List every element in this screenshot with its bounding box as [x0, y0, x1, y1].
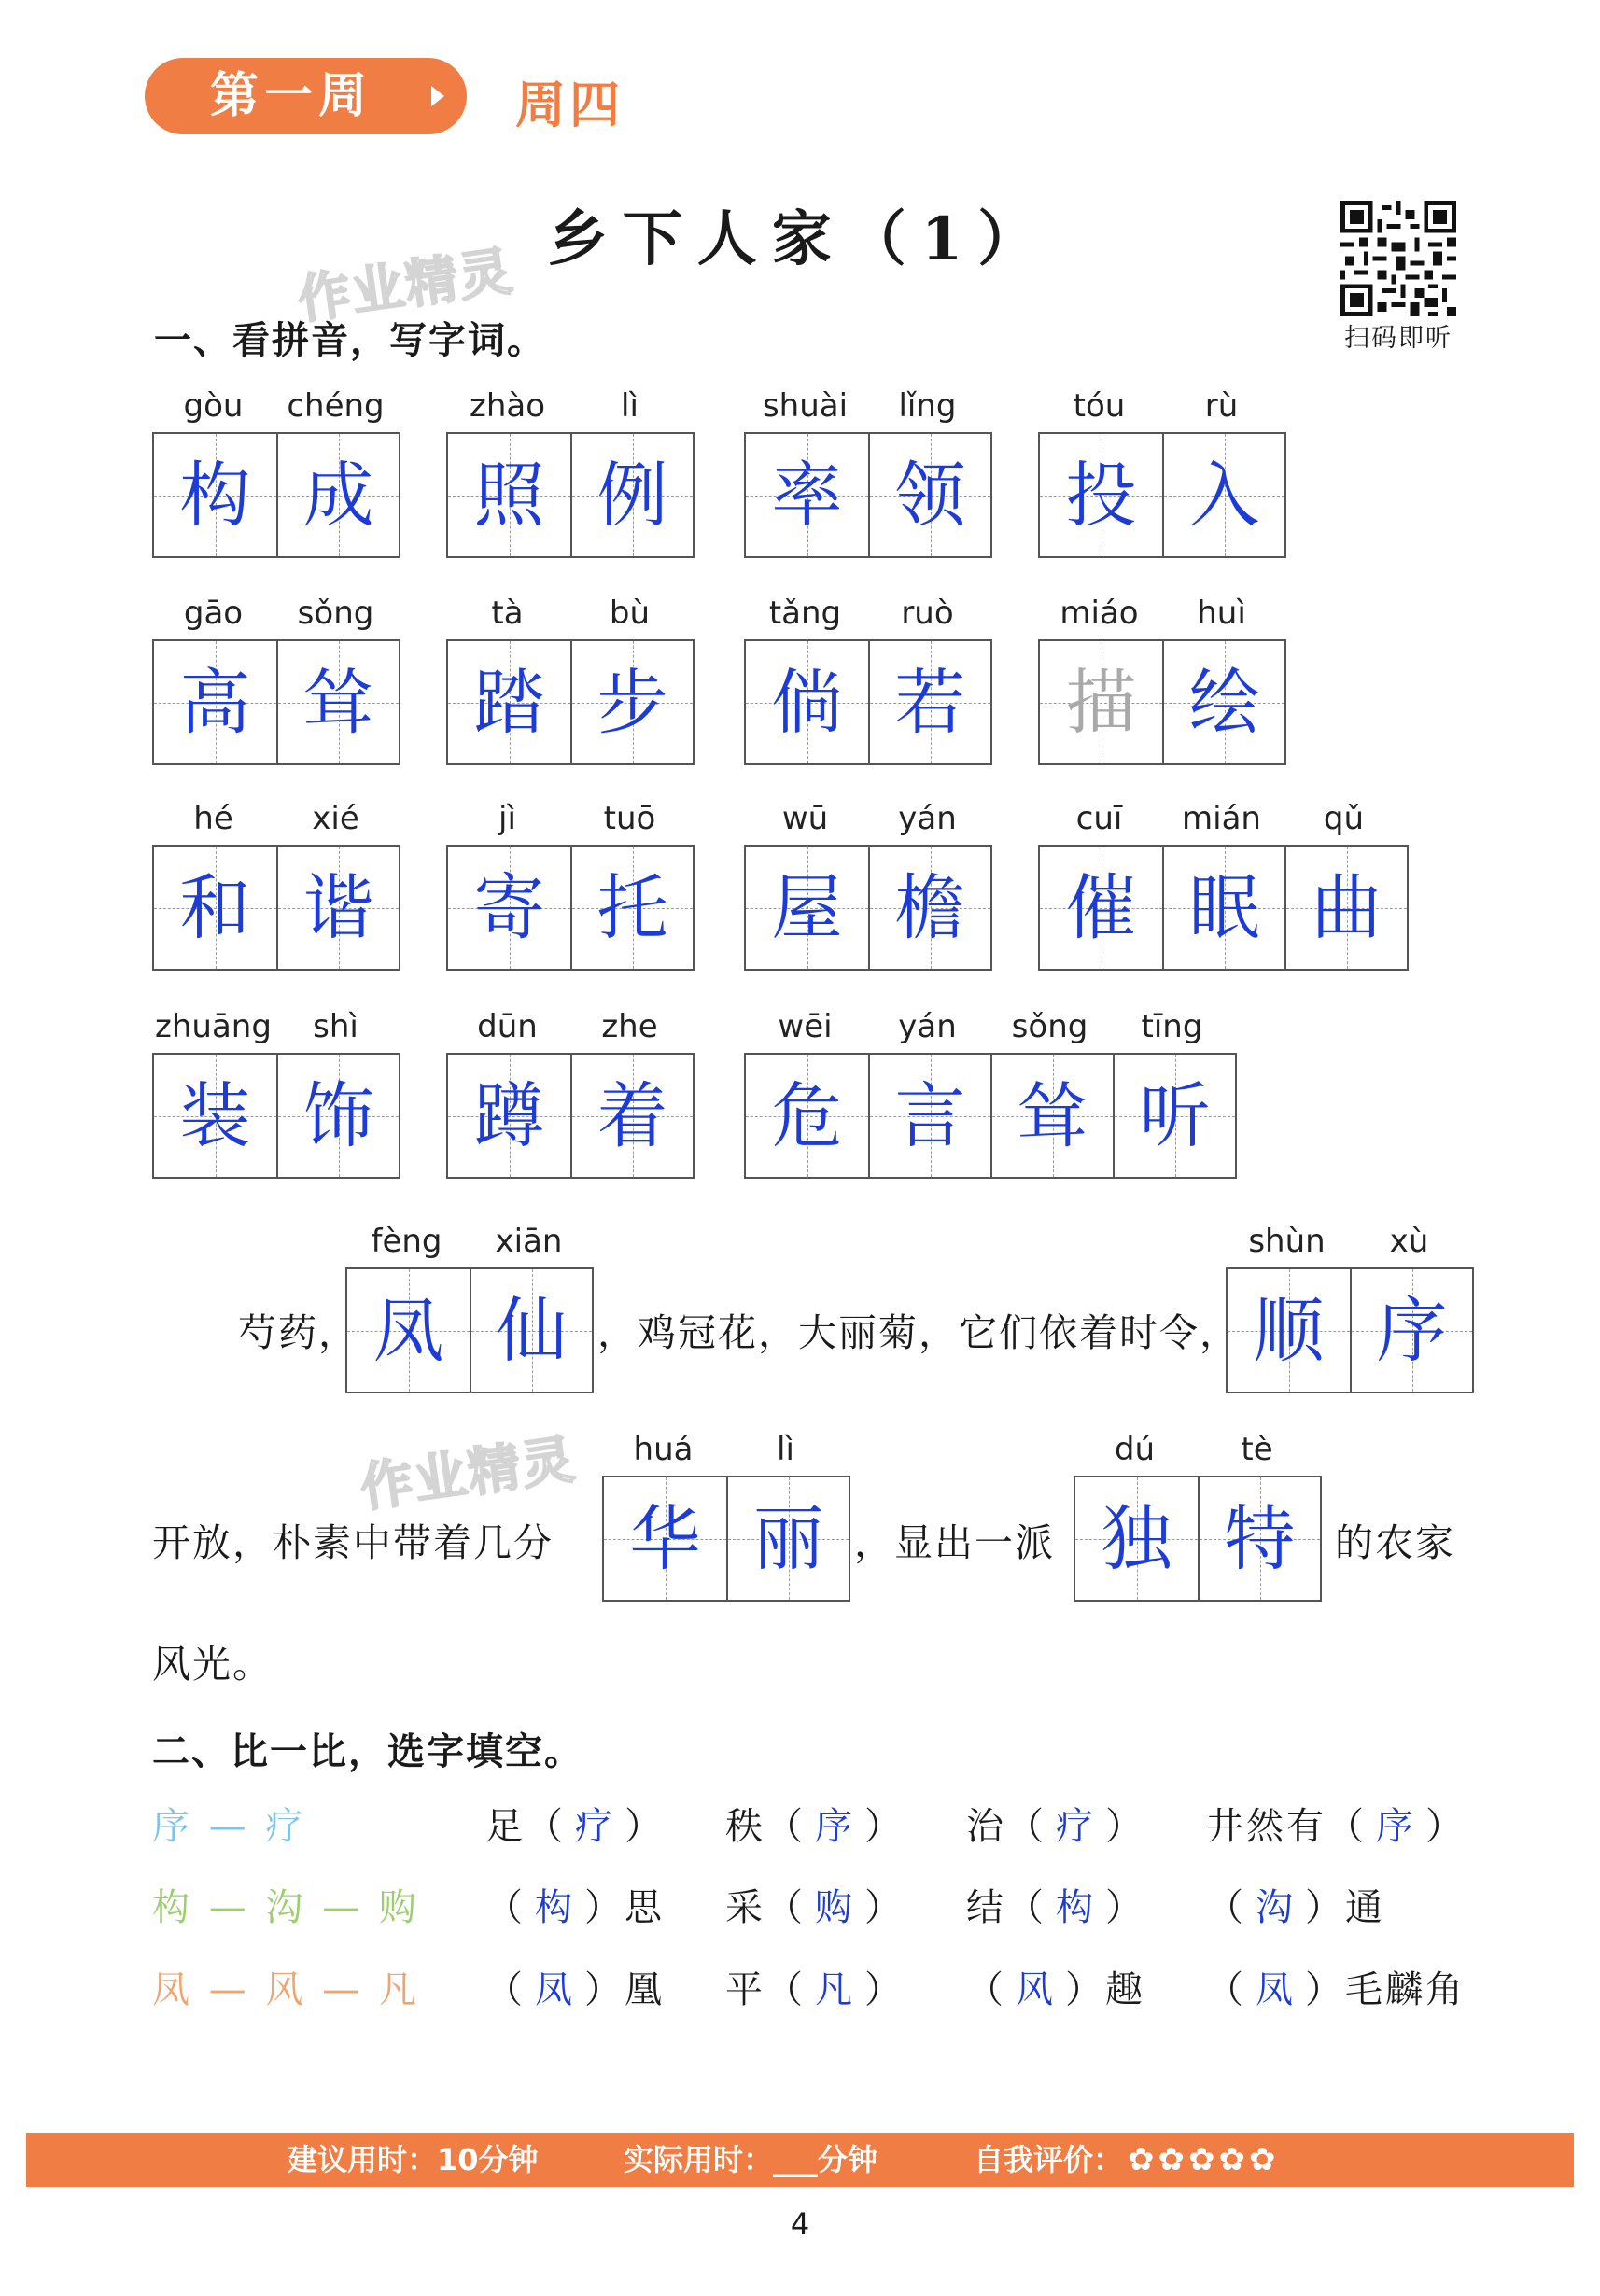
char-cell[interactable]: 听: [1113, 1055, 1235, 1177]
char-cell[interactable]: 檐: [868, 847, 990, 969]
word-group: [744, 595, 992, 765]
page-title: 乡下人家（1）: [547, 204, 1053, 274]
blank-suffix: ）: [1105, 1886, 1145, 1929]
pinyin: wēi: [778, 1008, 833, 1045]
char-cell[interactable]: 耸: [990, 1055, 1113, 1177]
char-cell[interactable]: 着: [570, 1055, 693, 1177]
passage-text: 风光。: [152, 1642, 273, 1687]
actual-time: 实际用时：___分钟: [624, 2142, 878, 2177]
blank-answer[interactable]: 疗: [1056, 1805, 1096, 1848]
pinyin: shuài: [762, 387, 849, 425]
blank-answer[interactable]: 序: [815, 1805, 855, 1848]
word-group: [602, 1431, 850, 1602]
word-group: [446, 387, 695, 558]
star-icon[interactable]: ✿: [1218, 2141, 1245, 2178]
word-group: [152, 800, 400, 971]
pinyin: xù: [1389, 1223, 1429, 1260]
star-icon[interactable]: ✿: [1249, 2141, 1276, 2178]
pinyin: shì: [313, 1008, 358, 1045]
section-title: 二、比一比，选字填空。: [152, 1730, 583, 1773]
passage-text: ，显出一派: [854, 1520, 1055, 1565]
rating-stars[interactable]: [1128, 2133, 1280, 2187]
word-group: [1226, 1223, 1474, 1393]
pinyin: wū: [781, 800, 829, 837]
star-icon[interactable]: ✿: [1158, 2141, 1185, 2178]
blank-prefix: （: [485, 1968, 526, 2011]
pinyin: lì: [621, 387, 639, 425]
word-group: [744, 1008, 1237, 1179]
compare-key: 序 — 疗: [152, 1805, 307, 1848]
char-cell[interactable]: 仙: [470, 1269, 592, 1392]
char-cell[interactable]: 蹲: [448, 1055, 570, 1177]
char-cell[interactable]: 言: [868, 1055, 990, 1177]
pinyin: sǒng: [1011, 1008, 1088, 1045]
star-icon[interactable]: ✿: [1188, 2141, 1215, 2178]
pinyin: tuō: [603, 800, 656, 837]
word-group: [345, 1223, 594, 1393]
pinyin: qǔ: [1323, 800, 1365, 837]
blank-prefix: 井然有（: [1206, 1805, 1367, 1848]
blank-prefix: 采（: [725, 1886, 806, 1929]
pinyin: tè: [1241, 1431, 1273, 1468]
day-label: 周四: [515, 76, 624, 134]
word-group: [744, 387, 992, 558]
char-cell[interactable]: 例: [570, 434, 693, 556]
fill-blank-item: [725, 1797, 905, 1850]
blank-suffix: ）思: [584, 1886, 665, 1929]
pinyin: shùn: [1248, 1223, 1326, 1260]
word-group: [152, 387, 400, 558]
char-cell[interactable]: 独: [1075, 1477, 1198, 1600]
page-number: 4: [790, 2206, 810, 2242]
char-cell[interactable]: 曲: [1284, 847, 1407, 969]
pinyin: dūn: [477, 1008, 538, 1045]
pinyin: bù: [609, 595, 651, 632]
fill-blank-item: [485, 1960, 665, 2013]
fill-blank-item: [966, 1797, 1145, 1850]
pinyin: huì: [1197, 595, 1246, 632]
char-cell[interactable]: 序: [1350, 1269, 1472, 1392]
char-cell[interactable]: 和: [154, 847, 276, 969]
blank-suffix: ）: [864, 1805, 905, 1848]
blank-answer[interactable]: 购: [815, 1886, 855, 1929]
fill-blank-item: [1206, 1878, 1385, 1931]
pinyin: zhe: [601, 1008, 658, 1045]
pinyin: cuī: [1075, 800, 1123, 837]
blank-answer[interactable]: 沟: [1256, 1886, 1296, 1929]
word-group: [1038, 387, 1286, 558]
char-cell[interactable]: 催: [1040, 847, 1162, 969]
char-cell[interactable]: 率: [746, 434, 868, 556]
fill-blank-item: [1206, 1960, 1466, 2013]
pinyin: yán: [898, 800, 957, 837]
blank-prefix: （: [1206, 1886, 1246, 1929]
triangle-right-icon: [431, 86, 444, 106]
pinyin: sǒng: [297, 595, 374, 632]
word-group: [446, 595, 695, 765]
char-cell[interactable]: 绘: [1162, 641, 1284, 763]
fill-blank-item: [485, 1878, 665, 1931]
char-cell[interactable]: 饰: [276, 1055, 399, 1177]
pinyin: dú: [1114, 1431, 1156, 1468]
pinyin: tīng: [1141, 1008, 1203, 1045]
char-cell[interactable]: 耸: [276, 641, 399, 763]
fill-blank-item: [485, 1797, 665, 1850]
char-cell[interactable]: 装: [154, 1055, 276, 1177]
blank-prefix: 秩（: [725, 1805, 806, 1848]
char-cell[interactable]: 构: [154, 434, 276, 556]
blank-answer[interactable]: 凤: [1256, 1968, 1296, 2011]
blank-prefix: 平（: [725, 1968, 806, 2011]
char-cell[interactable]: 凤: [347, 1269, 470, 1392]
passage-text: 芍药，: [238, 1310, 358, 1355]
pinyin: chéng: [287, 387, 385, 425]
word-group: [446, 800, 695, 971]
blank-answer[interactable]: 凤: [535, 1968, 575, 2011]
char-cell[interactable]: 高: [154, 641, 276, 763]
char-cell[interactable]: 丽: [726, 1477, 849, 1600]
char-cell[interactable]: 寄: [448, 847, 570, 969]
char-cell[interactable]: 屋: [746, 847, 868, 969]
blank-answer[interactable]: 构: [1056, 1886, 1096, 1929]
section-title: 一、看拼音，写字词。: [154, 319, 546, 362]
char-cell[interactable]: 谐: [276, 847, 399, 969]
word-group: [1038, 800, 1409, 971]
pinyin: fèng: [371, 1223, 442, 1260]
pinyin: gòu: [183, 387, 244, 425]
pinyin: jì: [498, 800, 516, 837]
char-cell[interactable]: 若: [868, 641, 990, 763]
suggested-time: 建议用时：10分钟: [288, 2142, 539, 2177]
char-cell[interactable]: 眠: [1162, 847, 1284, 969]
blank-suffix: ）: [1105, 1805, 1145, 1848]
char-cell[interactable]: 顺: [1228, 1269, 1350, 1392]
pinyin: hé: [193, 800, 233, 837]
pinyin: lǐng: [898, 387, 957, 425]
word-group: [744, 800, 992, 971]
blank-prefix: 足（: [485, 1805, 566, 1848]
char-cell[interactable]: 成: [276, 434, 399, 556]
pinyin: miáo: [1060, 595, 1139, 632]
blank-suffix: ）凰: [584, 1968, 665, 2011]
passage-text: ，鸡冠花，大丽菊，它们依着时令，: [597, 1310, 1240, 1355]
week-badge: 第一周: [145, 58, 467, 134]
compare-key: 凤 — 风 — 凡: [152, 1968, 420, 2011]
char-cell[interactable]: 照: [448, 434, 570, 556]
pinyin: lì: [777, 1431, 794, 1468]
blank-prefix: （: [1206, 1968, 1246, 2011]
char-cell[interactable]: 危: [746, 1055, 868, 1177]
char-cell[interactable]: 领: [868, 434, 990, 556]
word-group: [446, 1008, 695, 1179]
pinyin: xié: [312, 800, 359, 837]
footer-bar: [26, 2133, 1574, 2187]
blank-answer[interactable]: 序: [1376, 1805, 1416, 1848]
char-cell[interactable]: 投: [1040, 434, 1162, 556]
blank-answer[interactable]: 风: [1016, 1968, 1056, 2011]
blank-answer[interactable]: 构: [535, 1886, 575, 1929]
qr-code-icon[interactable]: [1340, 201, 1456, 316]
blank-answer[interactable]: 疗: [575, 1805, 615, 1848]
self-eval-label: 自我评价：: [974, 2142, 1124, 2177]
char-cell[interactable]: 步: [570, 641, 693, 763]
passage-text: 开放，朴素中带着几分: [152, 1520, 554, 1565]
blank-suffix: ）: [625, 1805, 665, 1848]
blank-suffix: ）: [864, 1886, 905, 1929]
char-cell[interactable]: 倘: [746, 641, 868, 763]
word-group: [152, 1008, 400, 1179]
blank-suffix: ）: [864, 1968, 905, 2011]
char-cell[interactable]: 托: [570, 847, 693, 969]
qr-label: 扫码即听: [1344, 324, 1453, 353]
blank-prefix: （: [966, 1968, 1006, 2011]
compare-key: 构 — 沟 — 购: [152, 1886, 420, 1929]
word-group: [1074, 1431, 1322, 1602]
pinyin: mián: [1182, 800, 1261, 837]
pinyin: rù: [1204, 387, 1239, 425]
pinyin: tǎng: [768, 595, 842, 632]
fill-blank-item: [725, 1878, 905, 1931]
pinyin: zhuāng: [155, 1008, 272, 1045]
char-cell[interactable]: 入: [1162, 434, 1284, 556]
pinyin: tà: [491, 595, 524, 632]
blank-answer[interactable]: 凡: [815, 1968, 855, 2011]
char-cell[interactable]: 特: [1198, 1477, 1320, 1600]
blank-suffix: ）毛麟角: [1305, 1968, 1466, 2011]
blank-suffix: ）: [1425, 1805, 1466, 1848]
fill-blank-item: [1206, 1797, 1466, 1850]
blank-prefix: 结（: [966, 1886, 1046, 1929]
blank-prefix: （: [485, 1886, 526, 1929]
word-group: [152, 595, 400, 765]
word-group: [1038, 595, 1286, 765]
pinyin: yán: [898, 1008, 957, 1045]
pinyin: xiān: [495, 1223, 563, 1260]
char-cell[interactable]: 描: [1040, 641, 1162, 763]
blank-suffix: ）通: [1305, 1886, 1385, 1929]
watermark: 作业精灵: [357, 1429, 581, 1519]
pinyin: zhào: [469, 387, 546, 425]
pinyin: huá: [633, 1431, 694, 1468]
star-icon[interactable]: ✿: [1128, 2141, 1155, 2178]
watermark: 作业精灵: [294, 241, 518, 331]
pinyin: ruò: [901, 595, 954, 632]
fill-blank-item: [966, 1878, 1145, 1931]
blank-suffix: ）趣: [1065, 1968, 1145, 2011]
pinyin: tóu: [1073, 387, 1126, 425]
fill-blank-item: [725, 1960, 905, 2013]
char-cell[interactable]: 踏: [448, 641, 570, 763]
blank-prefix: 治（: [966, 1805, 1046, 1848]
char-cell[interactable]: 华: [604, 1477, 726, 1600]
passage-text: 的农家: [1335, 1520, 1455, 1565]
fill-blank-item: [966, 1960, 1145, 2013]
pinyin: gāo: [183, 595, 244, 632]
